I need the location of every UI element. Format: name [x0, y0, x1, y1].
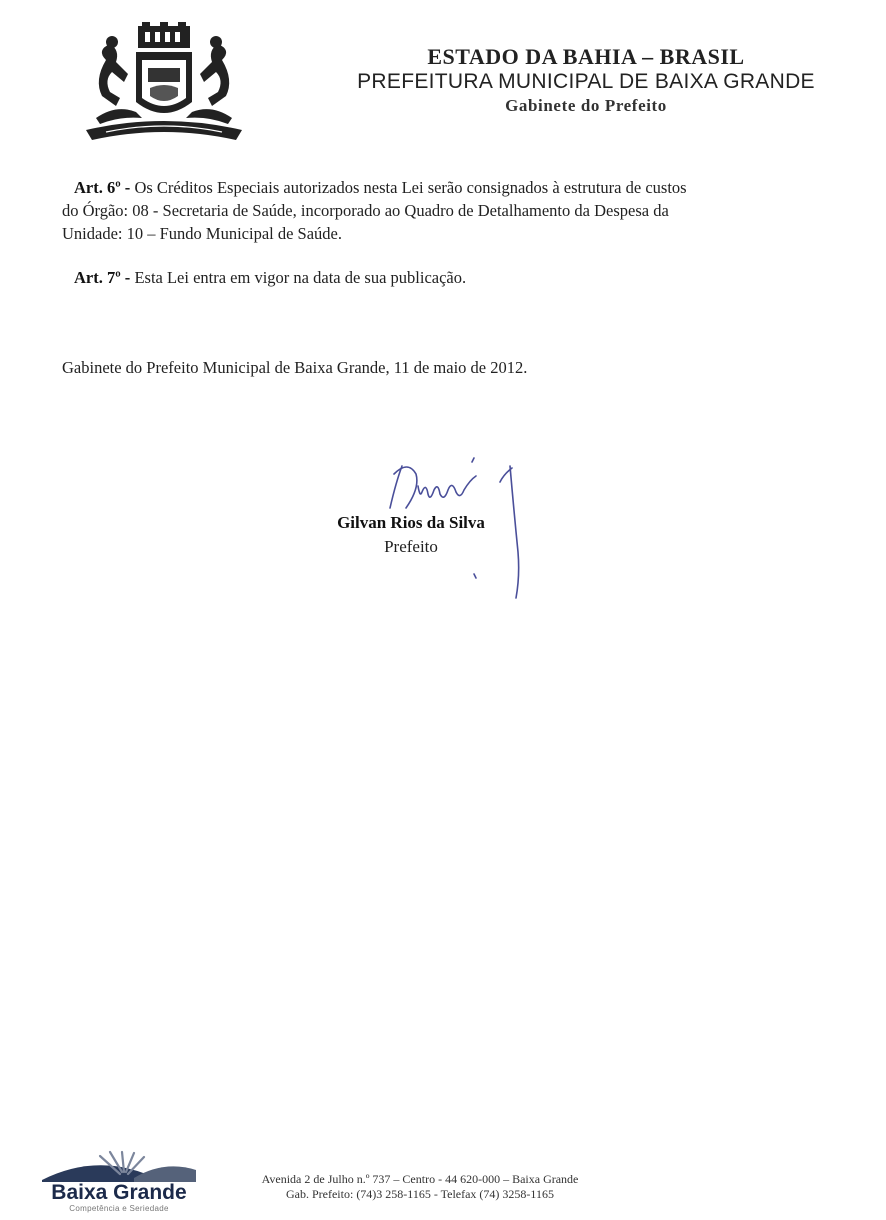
article-6-label: Art. 6º - — [74, 178, 131, 197]
article-7-paragraph — [62, 266, 824, 289]
coat-of-arms-icon — [76, 20, 252, 144]
article-6-line1: Os Créditos Especiais autorizados nesta Lei serão consignados à estrutura de custos — [130, 178, 687, 197]
footer-address-line1: Avenida 2 de Julho n.º 737 – Centro - 44 620-000 – Baixa Grande — [261, 1172, 579, 1186]
sun-rays-icon — [34, 1150, 204, 1184]
place-date: Gabinete do Prefeito Municipal de Baixa Grande, 11 de maio de 2012. — [62, 358, 528, 377]
article-6-paragraph — [62, 176, 812, 245]
header-state: ESTADO DA BAHIA – BRASIL — [427, 44, 745, 69]
letterhead — [300, 44, 872, 118]
article-7-label: Art. 7º - — [74, 268, 131, 287]
logo-wordmark: Baixa Grande — [51, 1181, 187, 1204]
logo-tagline: Competência e Seriedade — [69, 1204, 169, 1213]
header-office: Gabinete do Prefeito — [505, 96, 667, 115]
signatory-name: Gilvan Rios da Silva — [337, 513, 485, 532]
footer-address-line2: Gab. Prefeito: (74)3 258-1165 - Telefax (74) 3258-1165 — [286, 1187, 554, 1201]
footer-logo — [34, 1150, 204, 1214]
article-6-line2: do Órgão: 08 - Secretaria de Saúde, incorporado ao Quadro de Detalhamento da Despesa da — [62, 201, 669, 220]
article-6-line3: Unidade: 10 – Fundo Municipal de Saúde. — [62, 224, 343, 243]
header-prefecture: PREFEITURA MUNICIPAL DE BAIXA GRANDE — [357, 70, 815, 93]
article-7-text: Esta Lei entra em vigor na data de sua publicação. — [130, 268, 467, 287]
signatory-role: Prefeito — [384, 537, 438, 556]
footer-address — [216, 1172, 624, 1202]
